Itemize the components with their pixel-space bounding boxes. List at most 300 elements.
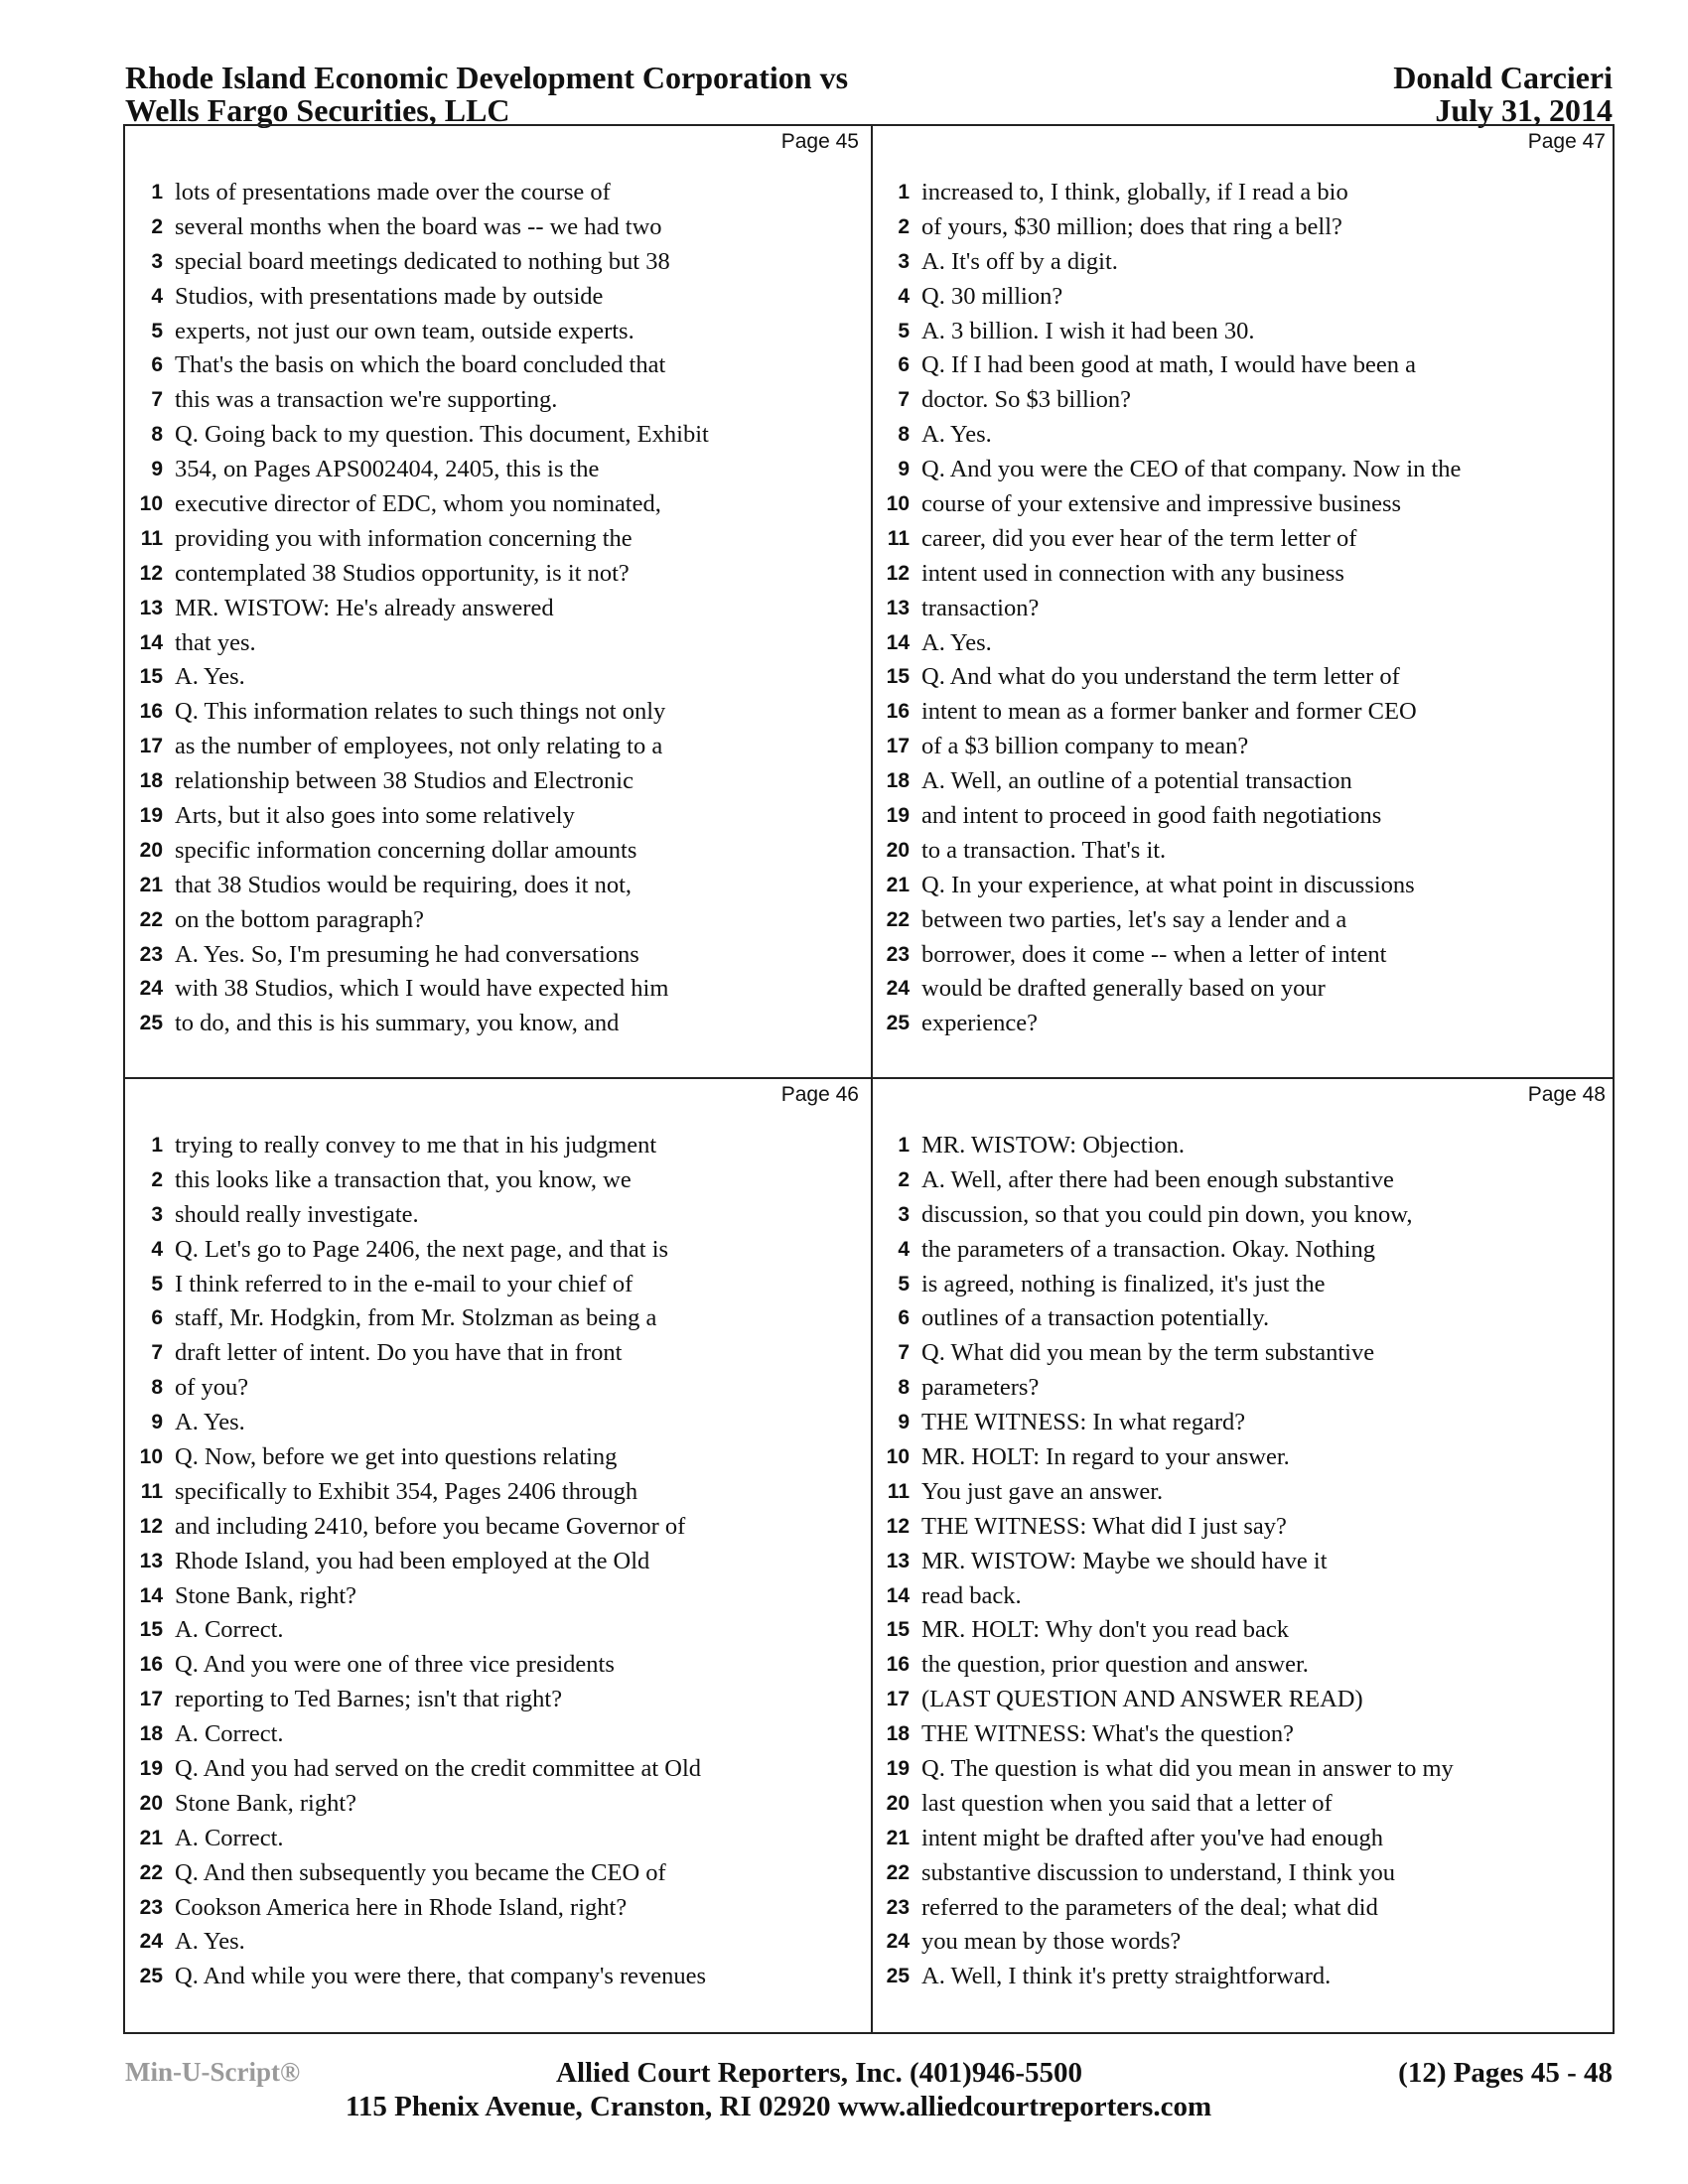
- line-text: executive director of EDC, whom you nominated,: [175, 490, 661, 518]
- min-u-script-brand: Min-U-Script®: [125, 2057, 301, 2087]
- transcript-line: [872, 315, 1618, 349]
- transcript-line: [125, 1129, 871, 1163]
- line-number: 21: [139, 873, 163, 896]
- line-text: should really investigate.: [175, 1200, 419, 1228]
- transcript-line: [872, 1371, 1618, 1406]
- line-text: Q. Now, before we get into questions relating: [175, 1443, 618, 1471]
- line-number: 6: [151, 1306, 163, 1330]
- line-text: That's the basis on which the board concluded that: [175, 351, 666, 379]
- line-text: A. Yes.: [175, 1409, 245, 1436]
- line-text: THE WITNESS: What did I just say?: [921, 1512, 1287, 1540]
- line-text: (LAST QUESTION AND ANSWER READ): [921, 1686, 1363, 1713]
- transcript-line: [872, 348, 1618, 383]
- transcript-line: [872, 1163, 1618, 1198]
- line-number: 8: [898, 423, 910, 447]
- transcript-line: [872, 1301, 1618, 1336]
- transcript-line: [125, 730, 871, 764]
- line-text: staff, Mr. Hodgkin, from Mr. Stolzman as being a: [175, 1304, 657, 1332]
- line-text: You just gave an answer.: [921, 1477, 1164, 1505]
- line-text: MR. WISTOW: Maybe we should have it: [921, 1547, 1328, 1574]
- transcript-line: [872, 522, 1618, 557]
- line-number: 23: [886, 942, 910, 966]
- line-number: 21: [886, 1826, 910, 1849]
- line-text: MR. WISTOW: Objection.: [921, 1132, 1185, 1159]
- transcript-line: [872, 695, 1618, 730]
- reporter-company: Allied Court Reporters, Inc. (401)946-5500: [556, 2057, 1082, 2089]
- line-text: of yours, $30 million; does that ring a bell?: [921, 212, 1342, 240]
- line-number: 1: [151, 181, 163, 204]
- line-number: 6: [151, 353, 163, 377]
- line-text: 354, on Pages APS002404, 2405, this is the: [175, 456, 600, 483]
- transcript-line: [872, 1648, 1618, 1683]
- line-text: A. 3 billion. I wish it had been 30.: [921, 317, 1255, 344]
- line-number: 14: [886, 630, 910, 654]
- line-number: 9: [151, 1411, 163, 1434]
- line-number: 20: [139, 838, 163, 862]
- transcript-page-47: [872, 126, 1618, 1077]
- transcript-line: [872, 1787, 1618, 1822]
- transcript-line: [872, 1233, 1618, 1268]
- line-number: 24: [139, 1930, 163, 1954]
- line-text: is agreed, nothing is finalized, it's just the: [921, 1270, 1326, 1297]
- transcript-line: [125, 592, 871, 626]
- line-text: Q. The question is what did you mean in answer to my: [921, 1755, 1454, 1783]
- line-text: specifically to Exhibit 354, Pages 2406 through: [175, 1477, 638, 1505]
- transcript-line: [872, 1683, 1618, 1717]
- line-number: 3: [898, 1202, 910, 1226]
- transcript-line: [872, 1822, 1618, 1856]
- line-text: referred to the parameters of the deal; what did: [921, 1893, 1378, 1921]
- transcript-line: [125, 1268, 871, 1302]
- line-number: 13: [139, 1549, 163, 1572]
- line-number: 23: [139, 1895, 163, 1919]
- line-number: 11: [140, 1479, 163, 1503]
- line-number: 4: [898, 284, 910, 308]
- transcript-page-48: [872, 1079, 1618, 2030]
- line-text: with 38 Studios, which I would have expected him: [175, 975, 669, 1003]
- line-text: experience?: [921, 1010, 1038, 1037]
- line-text: and intent to proceed in good faith negotiations: [921, 802, 1382, 830]
- line-text: transaction?: [921, 594, 1040, 621]
- line-number: 12: [886, 561, 910, 585]
- line-text: MR. WISTOW: He's already answered: [175, 594, 554, 621]
- page-label: Page 45: [780, 130, 859, 153]
- line-number: 16: [139, 1653, 163, 1677]
- transcript-line: [872, 453, 1618, 487]
- transcript-line: [125, 1301, 871, 1336]
- line-text: discussion, so that you could pin down, you know,: [921, 1200, 1413, 1228]
- transcript-line: [125, 315, 871, 349]
- line-text: the question, prior question and answer.: [921, 1651, 1309, 1679]
- transcript-line: [125, 626, 871, 661]
- transcript-line: [872, 1891, 1618, 1926]
- line-text: A. Yes. So, I'm presuming he had conversations: [175, 940, 639, 968]
- line-text: Stone Bank, right?: [175, 1789, 357, 1817]
- line-number: 7: [898, 388, 910, 412]
- transcript-line: [872, 210, 1618, 245]
- line-number: 14: [886, 1583, 910, 1607]
- transcript-line: [125, 1510, 871, 1545]
- line-number: 8: [151, 423, 163, 447]
- line-number: 13: [886, 1549, 910, 1572]
- line-number: 12: [886, 1514, 910, 1538]
- line-number: 22: [139, 1860, 163, 1884]
- line-text: substantive discussion to understand, I think you: [921, 1858, 1396, 1886]
- line-number: 10: [886, 1445, 910, 1469]
- line-number: 9: [151, 458, 163, 481]
- line-number: 2: [898, 214, 910, 238]
- line-number: 21: [139, 1826, 163, 1849]
- line-number: 11: [887, 1479, 910, 1503]
- line-number: 16: [139, 700, 163, 724]
- line-text: borrower, does it come -- when a letter of intent: [921, 940, 1387, 968]
- line-number: 3: [151, 249, 163, 273]
- line-number: 3: [898, 249, 910, 273]
- line-text: Q. This information relates to such things not only: [175, 698, 666, 726]
- transcript-lines: [125, 1129, 871, 1994]
- line-text: Q. And then subsequently you became the CEO of: [175, 1858, 666, 1886]
- transcript-line: [872, 660, 1618, 695]
- line-text: A. Yes.: [175, 1928, 245, 1956]
- transcript-page-46: [125, 1079, 871, 2030]
- case-title-line-1: Rhode Island Economic Development Corporation vs: [125, 60, 849, 95]
- transcript-line: [872, 1856, 1618, 1891]
- line-text: outlines of a transaction potentially.: [921, 1304, 1270, 1332]
- transcript-line: [125, 1683, 871, 1717]
- transcript-line: [125, 799, 871, 834]
- transcript-line: [872, 626, 1618, 661]
- page-label: Page 46: [780, 1083, 859, 1106]
- line-number: 23: [886, 1895, 910, 1919]
- line-text: A. Yes.: [921, 421, 992, 449]
- transcript-line: [125, 210, 871, 245]
- line-number: 24: [139, 977, 163, 1001]
- transcript-line: [125, 764, 871, 799]
- line-number: 1: [151, 1134, 163, 1157]
- line-text: A. It's off by a digit.: [921, 247, 1118, 275]
- line-text: Q. In your experience, at what point in discussions: [921, 871, 1415, 898]
- transcript-line: [125, 176, 871, 210]
- transcript-line: [872, 418, 1618, 453]
- line-text: of a $3 billion company to mean?: [921, 733, 1249, 760]
- line-number: 7: [898, 1341, 910, 1365]
- line-number: 18: [139, 769, 163, 793]
- line-number: 2: [898, 1167, 910, 1191]
- page-range: (12) Pages 45 - 48: [1398, 2057, 1613, 2089]
- transcript-line: [872, 938, 1618, 973]
- transcript-line: [872, 764, 1618, 799]
- line-text: MR. HOLT: Why don't you read back: [921, 1616, 1289, 1644]
- transcript-line: [872, 592, 1618, 626]
- transcript-line: [125, 1752, 871, 1787]
- line-number: 22: [886, 907, 910, 931]
- transcript-line: [125, 522, 871, 557]
- transcript-line: [125, 1648, 871, 1683]
- line-number: 18: [886, 769, 910, 793]
- line-number: 10: [886, 492, 910, 516]
- transcript-line: [125, 1198, 871, 1233]
- line-text: special board meetings dedicated to nothing but 38: [175, 247, 670, 275]
- line-text: experts, not just our own team, outside experts.: [175, 317, 634, 344]
- line-text: Q. If I had been good at math, I would have been a: [921, 351, 1416, 379]
- transcript-lines: [872, 176, 1618, 1041]
- line-number: 16: [886, 1653, 910, 1677]
- transcript-line: [872, 903, 1618, 938]
- transcript-line: [872, 730, 1618, 764]
- transcript-line: [125, 245, 871, 280]
- line-number: 2: [151, 1167, 163, 1191]
- transcript-line: [125, 972, 871, 1007]
- line-text: would be drafted generally based on your: [921, 975, 1326, 1003]
- line-number: 25: [139, 1012, 163, 1035]
- transcript-line: [872, 799, 1618, 834]
- line-text: A. Well, I think it's pretty straightforward.: [921, 1963, 1332, 1990]
- line-number: 19: [139, 1757, 163, 1781]
- transcript-line: [872, 280, 1618, 315]
- line-number: 11: [140, 526, 163, 550]
- line-text: A. Yes.: [921, 628, 992, 656]
- transcript-line: [125, 1787, 871, 1822]
- line-text: this looks like a transaction that, you know, we: [175, 1165, 632, 1193]
- line-number: 22: [139, 907, 163, 931]
- line-text: Q. Going back to my question. This document, Exhibit: [175, 421, 709, 449]
- line-text: intent to mean as a former banker and former CEO: [921, 698, 1417, 726]
- transcript-line: [872, 1475, 1618, 1510]
- line-text: Rhode Island, you had been employed at the Old: [175, 1547, 650, 1574]
- line-text: Q. And you were one of three vice presidents: [175, 1651, 615, 1679]
- line-number: 1: [898, 1134, 910, 1157]
- transcript-line: [125, 1579, 871, 1614]
- line-text: trying to really convey to me that in his judgment: [175, 1132, 657, 1159]
- transcript-line: [872, 1198, 1618, 1233]
- line-text: Q. Let's go to Page 2406, the next page, and that is: [175, 1235, 669, 1263]
- line-number: 19: [886, 1757, 910, 1781]
- transcript-line: [872, 1960, 1618, 1994]
- transcript-line: [872, 1406, 1618, 1440]
- line-text: THE WITNESS: What's the question?: [921, 1720, 1295, 1748]
- line-number: 9: [898, 1411, 910, 1434]
- transcript-line: [125, 660, 871, 695]
- transcript-line: [125, 1822, 871, 1856]
- line-number: 19: [139, 804, 163, 828]
- line-text: Stone Bank, right?: [175, 1581, 357, 1609]
- line-text: THE WITNESS: In what regard?: [921, 1409, 1246, 1436]
- transcript-line: [125, 1007, 871, 1041]
- transcript-line: [125, 1856, 871, 1891]
- line-text: several months when the board was -- we had two: [175, 212, 662, 240]
- line-text: MR. HOLT: In regard to your answer.: [921, 1443, 1290, 1471]
- deposition-date: July 31, 2014: [1435, 92, 1613, 128]
- line-number: 4: [151, 1237, 163, 1261]
- transcript-line: [125, 1406, 871, 1440]
- line-text: to do, and this is his summary, you know, and: [175, 1010, 620, 1037]
- line-text: parameters?: [921, 1374, 1040, 1402]
- line-text: A. Yes.: [175, 663, 245, 691]
- line-text: A. Well, after there had been enough substantive: [921, 1165, 1394, 1193]
- transcript-line: [872, 176, 1618, 210]
- line-text: Q. And you were the CEO of that company. Now in the: [921, 456, 1462, 483]
- line-number: 5: [151, 1272, 163, 1296]
- line-text: career, did you ever hear of the term letter of: [921, 524, 1357, 552]
- line-text: A. Correct.: [175, 1824, 284, 1851]
- transcript-line: [125, 695, 871, 730]
- line-text: Q. And you had served on the credit committee at Old: [175, 1755, 702, 1783]
- transcript-line: [872, 245, 1618, 280]
- line-text: doctor. So $3 billion?: [921, 386, 1131, 414]
- line-number: 20: [886, 838, 910, 862]
- transcript-line: [125, 557, 871, 592]
- transcript-line: [125, 1960, 871, 1994]
- line-number: 16: [886, 700, 910, 724]
- transcript-line: [125, 1891, 871, 1926]
- transcript-line: [125, 348, 871, 383]
- page-label: Page 48: [1527, 1083, 1606, 1106]
- transcript-lines: [125, 176, 871, 1041]
- line-text: to a transaction. That's it.: [921, 836, 1167, 864]
- line-number: 14: [139, 630, 163, 654]
- line-text: Q. What did you mean by the term substantive: [921, 1339, 1375, 1367]
- line-text: Cookson America here in Rhode Island, right?: [175, 1893, 628, 1921]
- transcript-line: [125, 1925, 871, 1960]
- line-text: course of your extensive and impressive business: [921, 490, 1402, 518]
- line-text: intent used in connection with any business: [921, 559, 1344, 587]
- line-text: providing you with information concerning the: [175, 524, 633, 552]
- line-number: 20: [886, 1791, 910, 1815]
- line-text: that 38 Studios would be requiring, does it not,: [175, 871, 633, 898]
- transcript-line: [872, 1336, 1618, 1371]
- line-text: of you?: [175, 1374, 249, 1402]
- witness-info: [1393, 62, 1613, 127]
- line-number: 2: [151, 214, 163, 238]
- line-number: 13: [886, 596, 910, 619]
- transcript-line: [125, 938, 871, 973]
- line-number: 5: [898, 1272, 910, 1296]
- transcript-line: [125, 487, 871, 522]
- page-label: Page 47: [1527, 130, 1606, 153]
- transcript-line: [125, 1717, 871, 1752]
- transcript-line: [125, 1440, 871, 1475]
- line-number: 18: [139, 1722, 163, 1746]
- line-text: A. Correct.: [175, 1616, 284, 1644]
- line-number: 25: [886, 1965, 910, 1988]
- line-number: 5: [151, 319, 163, 342]
- line-text: read back.: [921, 1581, 1022, 1609]
- line-number: 14: [139, 1583, 163, 1607]
- line-text: draft letter of intent. Do you have that in front: [175, 1339, 623, 1367]
- transcript-line: [872, 557, 1618, 592]
- line-number: 17: [886, 1688, 910, 1711]
- line-number: 17: [139, 1688, 163, 1711]
- line-number: 18: [886, 1722, 910, 1746]
- line-text: on the bottom paragraph?: [175, 905, 425, 933]
- line-text: Studios, with presentations made by outside: [175, 282, 604, 310]
- line-number: 22: [886, 1860, 910, 1884]
- transcript-line: [872, 1440, 1618, 1475]
- transcript-grid: [123, 124, 1615, 2034]
- line-number: 8: [151, 1376, 163, 1400]
- transcript-line: [125, 869, 871, 903]
- transcript-line: [872, 1717, 1618, 1752]
- transcript-line: [872, 972, 1618, 1007]
- line-number: 10: [139, 1445, 163, 1469]
- line-text: relationship between 38 Studios and Electronic: [175, 767, 633, 795]
- reporter-address: 115 Phenix Avenue, Cranston, RI 02920 www.alliedcourtreporters.com: [346, 2091, 1212, 2122]
- transcript-page-45: [125, 126, 871, 1077]
- line-text: I think referred to in the e-mail to your chief of: [175, 1270, 633, 1297]
- line-text: the parameters of a transaction. Okay. Nothing: [921, 1235, 1375, 1263]
- case-title: [125, 62, 848, 127]
- line-text: intent might be drafted after you've had enough: [921, 1824, 1383, 1851]
- line-text: increased to, I think, globally, if I read a bio: [921, 179, 1348, 205]
- transcript-line: [872, 1510, 1618, 1545]
- line-number: 9: [898, 458, 910, 481]
- line-text: A. Correct.: [175, 1720, 284, 1748]
- transcript-line: [125, 453, 871, 487]
- transcript-line: [872, 1579, 1618, 1614]
- line-number: 24: [886, 977, 910, 1001]
- line-number: 15: [886, 1618, 910, 1642]
- line-text: Q. And what do you understand the term letter of: [921, 663, 1400, 691]
- line-number: 4: [898, 1237, 910, 1261]
- transcript-line: [125, 1475, 871, 1510]
- transcript-line: [125, 1336, 871, 1371]
- transcript-line: [872, 487, 1618, 522]
- line-text: as the number of employees, not only relating to a: [175, 733, 663, 760]
- line-number: 25: [886, 1012, 910, 1035]
- line-text: and including 2410, before you became Governor of: [175, 1512, 686, 1540]
- line-number: 17: [139, 735, 163, 758]
- line-number: 10: [139, 492, 163, 516]
- line-number: 15: [139, 1618, 163, 1642]
- transcript-line: [125, 1233, 871, 1268]
- transcript-line: [872, 1545, 1618, 1579]
- line-text: Arts, but it also goes into some relatively: [175, 802, 575, 830]
- line-number: 12: [139, 561, 163, 585]
- transcript-line: [872, 1613, 1618, 1648]
- line-text: Q. 30 million?: [921, 282, 1063, 310]
- transcript-line: [125, 1371, 871, 1406]
- line-number: 6: [898, 353, 910, 377]
- line-text: this was a transaction we're supporting.: [175, 386, 558, 414]
- transcript-line: [872, 869, 1618, 903]
- transcript-line: [125, 834, 871, 869]
- line-number: 12: [139, 1514, 163, 1538]
- line-number: 3: [151, 1202, 163, 1226]
- transcript-line: [872, 1925, 1618, 1960]
- line-number: 25: [139, 1965, 163, 1988]
- line-text: A. Well, an outline of a potential transaction: [921, 767, 1352, 795]
- line-number: 5: [898, 319, 910, 342]
- line-number: 7: [151, 388, 163, 412]
- line-number: 7: [151, 1341, 163, 1365]
- transcript-line: [125, 1613, 871, 1648]
- line-text: last question when you said that a letter of: [921, 1789, 1333, 1817]
- line-number: 19: [886, 804, 910, 828]
- line-text: you mean by those words?: [921, 1928, 1182, 1956]
- transcript-line: [872, 1007, 1618, 1041]
- transcript-line: [125, 903, 871, 938]
- transcript-line: [872, 834, 1618, 869]
- line-number: 21: [886, 873, 910, 896]
- line-number: 24: [886, 1930, 910, 1954]
- line-text: that yes.: [175, 628, 256, 656]
- line-number: 23: [139, 942, 163, 966]
- line-number: 20: [139, 1791, 163, 1815]
- line-number: 11: [887, 526, 910, 550]
- line-number: 15: [886, 665, 910, 689]
- line-text: lots of presentations made over the course of: [175, 179, 611, 205]
- line-text: between two parties, let's say a lender and a: [921, 905, 1347, 933]
